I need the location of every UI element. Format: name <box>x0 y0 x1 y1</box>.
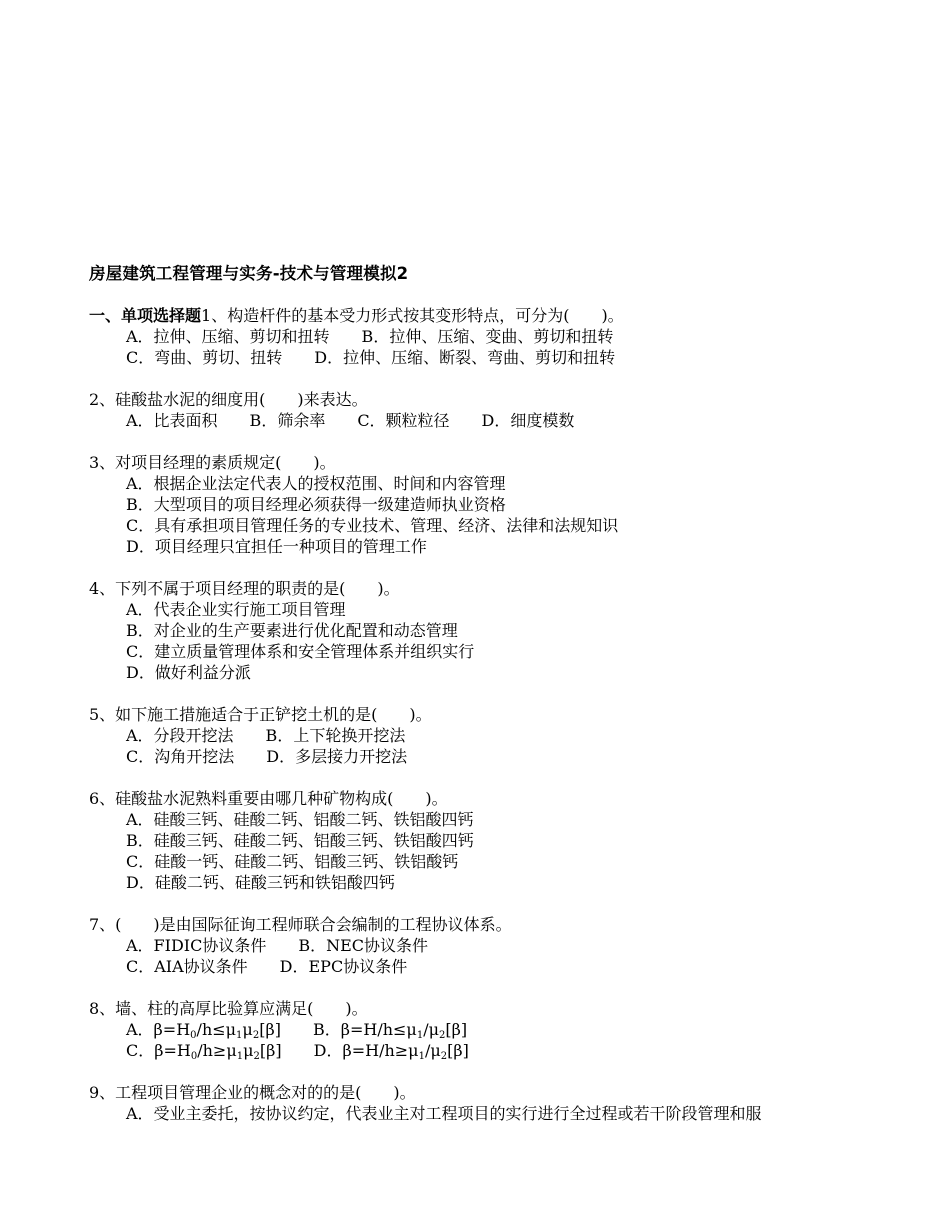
option-line: B．硅酸三钙、硅酸二钙、铝酸三钙、铁铝酸四钙 <box>126 831 474 850</box>
option-line: C．具有承担项目管理任务的专业技术、管理、经济、法律和法规知识 <box>126 516 619 535</box>
option-line: C．AIA协议条件 D．EPC协议条件 <box>126 957 408 976</box>
question-stem: 5、如下施工措施适合于正铲挖土机的是( )。 <box>89 705 432 724</box>
question-stem: 3、对项目经理的素质规定( )。 <box>89 453 336 472</box>
options <box>89 1019 889 1061</box>
question-7 <box>89 914 889 977</box>
question-stem: 一、单项选择题1、构造杆件的基本受力形式按其变形特点，可分为( )。 <box>89 306 624 325</box>
option-line: C．弯曲、剪切、扭转 D．拉伸、压缩、断裂、弯曲、剪切和扭转 <box>126 348 616 367</box>
question-3 <box>89 452 889 557</box>
question-stem: 9、工程项目管理企业的概念对的的是( )。 <box>89 1083 416 1102</box>
question-1 <box>89 305 889 368</box>
option-line: B．大型项目的项目经理必须获得一级建造师执业资格 <box>126 495 506 514</box>
options <box>89 1103 889 1124</box>
question-6 <box>89 788 889 893</box>
option-line: A．FIDIC协议条件 B．NEC协议条件 <box>126 936 429 955</box>
option-line: A．受业主委托，按协议约定，代表业主对工程项目的实行进行全过程或若干阶段管理和服 <box>126 1104 762 1123</box>
option-line: A．比表面积 B．筛余率 C．颗粒粒径 D．细度模数 <box>126 411 575 430</box>
options <box>89 725 889 767</box>
option-line: A．拉伸、压缩、剪切和扭转 B．拉伸、压缩、变曲、剪切和扭转 <box>126 327 614 346</box>
question-2 <box>89 389 889 431</box>
options <box>89 410 889 431</box>
options <box>89 599 889 683</box>
question-8 <box>89 998 889 1061</box>
option-line: A．根据企业法定代表人的授权范围、时间和内容管理 <box>126 474 506 493</box>
options <box>89 809 889 893</box>
exam-content <box>89 264 889 1145</box>
option-line: D．项目经理只宜担任一种项目的管理工作 <box>126 537 427 556</box>
question-stem: 4、下列不属于项目经理的职责的是( )。 <box>89 579 400 598</box>
question-stem: 6、硅酸盐水泥熟料重要由哪几种矿物构成( )。 <box>89 789 448 808</box>
option-line: B．对企业的生产要素进行优化配置和动态管理 <box>126 621 458 640</box>
options <box>89 326 889 368</box>
document-title: 房屋建筑工程管理与实务-技术与管理模拟2 <box>89 264 409 283</box>
option-line: C．硅酸一钙、硅酸二钙、铝酸三钙、铁铝酸钙 <box>126 852 459 871</box>
option-line: A．分段开挖法 B．上下轮换开挖法 <box>126 726 406 745</box>
question-stem: 8、墙、柱的高厚比验算应满足( )。 <box>89 999 368 1018</box>
option-line: A．硅酸三钙、硅酸二钙、铝酸二钙、铁铝酸四钙 <box>126 810 474 829</box>
option-line: D．硅酸二钙、硅酸三钙和铁铝酸四钙 <box>126 873 395 892</box>
question-5 <box>89 704 889 767</box>
option-line: D．做好利益分派 <box>126 663 251 682</box>
option-line: A．代表企业实行施工项目管理 <box>126 600 346 619</box>
option-line: C．建立质量管理体系和安全管理体系并组织实行 <box>126 642 475 661</box>
option-line: C．沟角开挖法 D．多层接力开挖法 <box>126 747 408 766</box>
option-line: A．$\beta=H_0/h\le\mu_1\mu_2[\beta]$ B．$\beta=H/h\le\mu_1/\mu_2[\beta]$ <box>126 1020 468 1041</box>
section-label: 一、单项选择题 <box>89 306 202 325</box>
question-stem: 2、硅酸盐水泥的细度用( )来表达。 <box>89 390 368 409</box>
option-line: C．$\beta=H_0/h\ge\mu_1\mu_2[\beta]$ D．$\beta=H/h\ge\mu_1/\mu_2[\beta]$ <box>126 1041 469 1062</box>
question-stem: 7、( )是由国际征询工程师联合会编制的工程协议体系。 <box>89 915 512 934</box>
options <box>89 473 889 557</box>
options <box>89 935 889 977</box>
question-4 <box>89 578 889 683</box>
question-9 <box>89 1082 889 1124</box>
